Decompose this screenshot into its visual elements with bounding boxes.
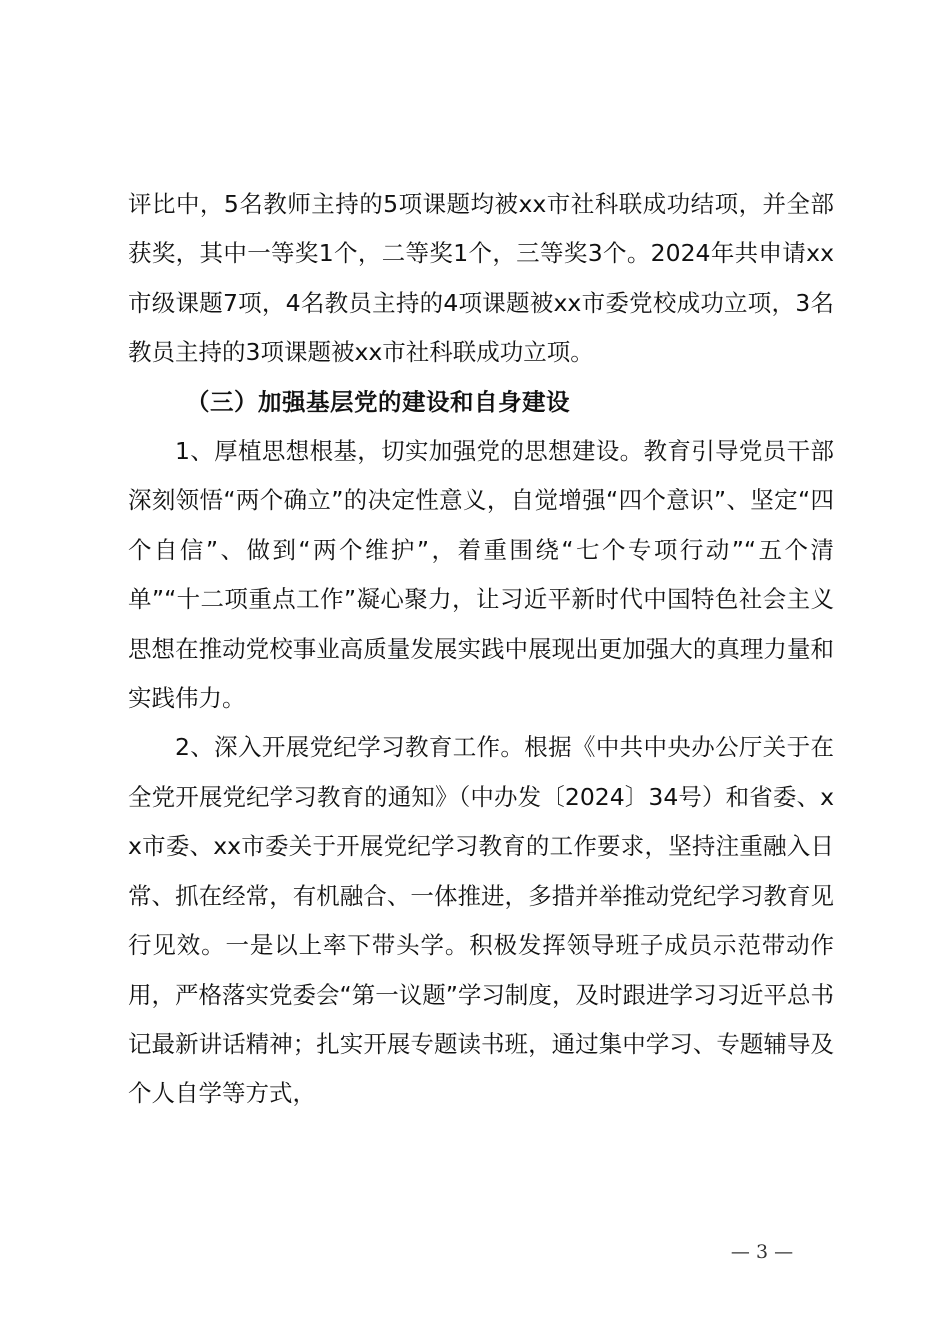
paragraph-continuation: 评比中，5名教师主持的5项课题均被xx市社科联成功结项，并全部获奖，其中一等奖1个，二等奖1个，三等奖3个。2024年共申请xx市级课题7项，4名教员主持的4项课题被xx市委党校成功立项，3名教员主持的3项课题被xx市社科联成功立项。 — [128, 190, 834, 367]
section-heading: （三）加强基层党的建设和自身建设 — [186, 387, 570, 416]
paragraph-ideological-building: 1、厚植思想根基，切实加强党的思想建设。教育引导党员干部深刻领悟“两个确立”的决定性意义，自觉增强“四个意识”、坚定“四个自信”、做到“两个维护”，着重围绕“七个专项行动”“五个清单”“十二项重点工作”凝心聚力，让习近平新时代中国特色社会主义思想在推动党校事业高质量发展实践中展现出更加强大的真理力量和实践伟力。 — [128, 437, 834, 713]
paragraph-discipline-education: 2、深入开展党纪学习教育工作。根据《中共中央办公厅关于在全党开展党纪学习教育的通知》（中办发〔2024〕34号）和省委、xx市委、xx市委关于开展党纪学习教育的工作要求，坚持注重融入日常、抓在经常，有机融合、一体推进，多措并举推动党纪学习教育见行见效。一是以上率下带头学。积极发挥领导班子成员示范带动作用，严格落实党委会“第一议题”学习制度，及时跟进学习习近平总书记最新讲话精神；扎实开展专题读书班，通过集中学习、专题辅导及个人自学等方式， — [128, 733, 834, 1108]
page-number: — 3 — — [730, 1241, 794, 1263]
document-body — [128, 180, 834, 1119]
